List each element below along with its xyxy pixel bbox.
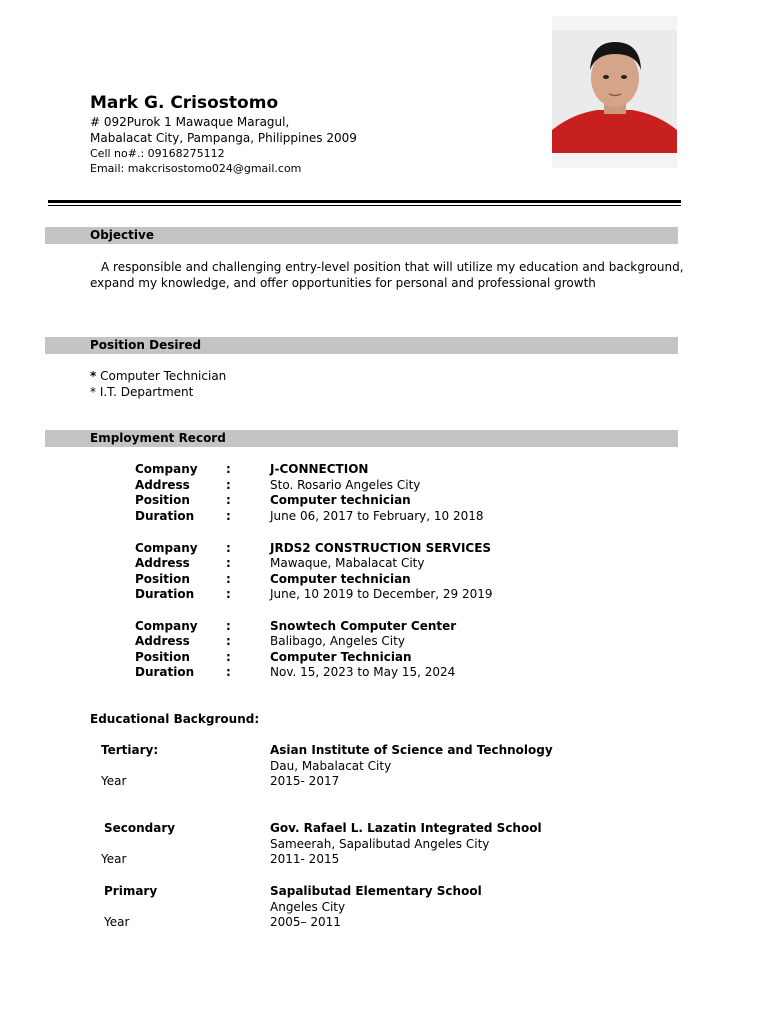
address-label: Address xyxy=(135,478,190,492)
duration-label: Duration xyxy=(135,665,195,679)
company-address: Mawaque, Mabalacat City xyxy=(270,556,425,570)
school-name: Gov. Rafael L. Lazatin Integrated School xyxy=(270,821,542,835)
duration-label: Duration xyxy=(135,587,195,601)
profile-photo-frame xyxy=(552,16,677,168)
job-duration: June, 10 2019 to December, 29 2019 xyxy=(270,587,493,601)
education-level: Tertiary: xyxy=(101,743,159,757)
job-position: Computer Technician xyxy=(270,650,412,664)
job-position: Computer technician xyxy=(270,572,411,586)
company-name: J-CONNECTION xyxy=(270,462,369,476)
profile-photo xyxy=(552,30,677,153)
school-location: Angeles City xyxy=(270,900,346,914)
position-label: Position xyxy=(135,572,190,586)
address-label: Address xyxy=(135,634,190,648)
school-year: 2005– 2011 xyxy=(270,915,341,929)
colon: : xyxy=(226,493,231,507)
colon: : xyxy=(226,462,231,476)
cell-number: Cell no#.: 09168275112 xyxy=(90,147,225,160)
position-label: Position xyxy=(135,493,190,507)
email-address: Email: makcrisostomo024@gmail.com xyxy=(90,162,302,175)
company-name: Snowtech Computer Center xyxy=(270,619,457,633)
company-name: JRDS2 CONSTRUCTION SERVICES xyxy=(270,541,492,555)
colon: : xyxy=(226,509,231,523)
position-desired-section-header xyxy=(45,337,678,354)
address-line-2: Mabalacat City, Pampanga, Philippines 2009 xyxy=(90,131,357,145)
company-address: Balibago, Angeles City xyxy=(270,634,405,648)
school-year: 2011- 2015 xyxy=(270,852,340,866)
colon: : xyxy=(226,572,231,586)
duration-label: Duration xyxy=(135,509,195,523)
colon: : xyxy=(226,650,231,664)
education-level: Primary xyxy=(104,884,158,898)
job-duration: June 06, 2017 to February, 10 2018 xyxy=(270,509,484,523)
employment-section-header xyxy=(45,430,678,447)
school-location: Sameerah, Sapalibutad Angeles City xyxy=(270,837,490,851)
school-name: Sapalibutad Elementary School xyxy=(270,884,482,898)
year-label: Year xyxy=(101,774,127,788)
objective-section-header xyxy=(45,227,678,244)
position-label: Position xyxy=(135,650,190,664)
school-location: Dau, Mabalacat City xyxy=(270,759,392,773)
objective-line-1: A responsible and challenging entry-level position that will utilize my education and background, xyxy=(101,260,684,274)
applicant-name: Mark G. Crisostomo xyxy=(90,93,279,113)
address-line-1: # 092Purok 1 Mawaque Maragul, xyxy=(90,115,290,129)
company-label: Company xyxy=(135,541,198,555)
address-label: Address xyxy=(135,556,190,570)
colon: : xyxy=(226,619,231,633)
objective-title: Objective xyxy=(90,228,154,242)
header-divider-thick xyxy=(48,200,681,203)
colon: : xyxy=(226,634,231,648)
year-label: Year xyxy=(101,852,127,866)
position-item: * I.T. Department xyxy=(90,385,194,399)
school-year: 2015- 2017 xyxy=(270,774,340,788)
colon: : xyxy=(226,587,231,601)
objective-line-2: expand my knowledge, and offer opportunities for personal and professional growth xyxy=(90,276,596,290)
position-item: * Computer Technician xyxy=(90,369,227,383)
education-title: Educational Background: xyxy=(90,712,260,726)
position-desired-title: Position Desired xyxy=(90,338,202,352)
colon: : xyxy=(226,478,231,492)
school-name: Asian Institute of Science and Technology xyxy=(270,743,553,757)
year-label: Year xyxy=(104,915,130,929)
education-level: Secondary xyxy=(104,821,176,835)
company-label: Company xyxy=(135,619,198,633)
job-duration: Nov. 15, 2023 to May 15, 2024 xyxy=(270,665,456,679)
colon: : xyxy=(226,556,231,570)
company-label: Company xyxy=(135,462,198,476)
header-divider-thin xyxy=(48,205,681,206)
job-position: Computer technician xyxy=(270,493,411,507)
colon: : xyxy=(226,541,231,555)
colon: : xyxy=(226,665,231,679)
company-address: Sto. Rosario Angeles City xyxy=(270,478,421,492)
employment-title: Employment Record xyxy=(90,431,226,445)
